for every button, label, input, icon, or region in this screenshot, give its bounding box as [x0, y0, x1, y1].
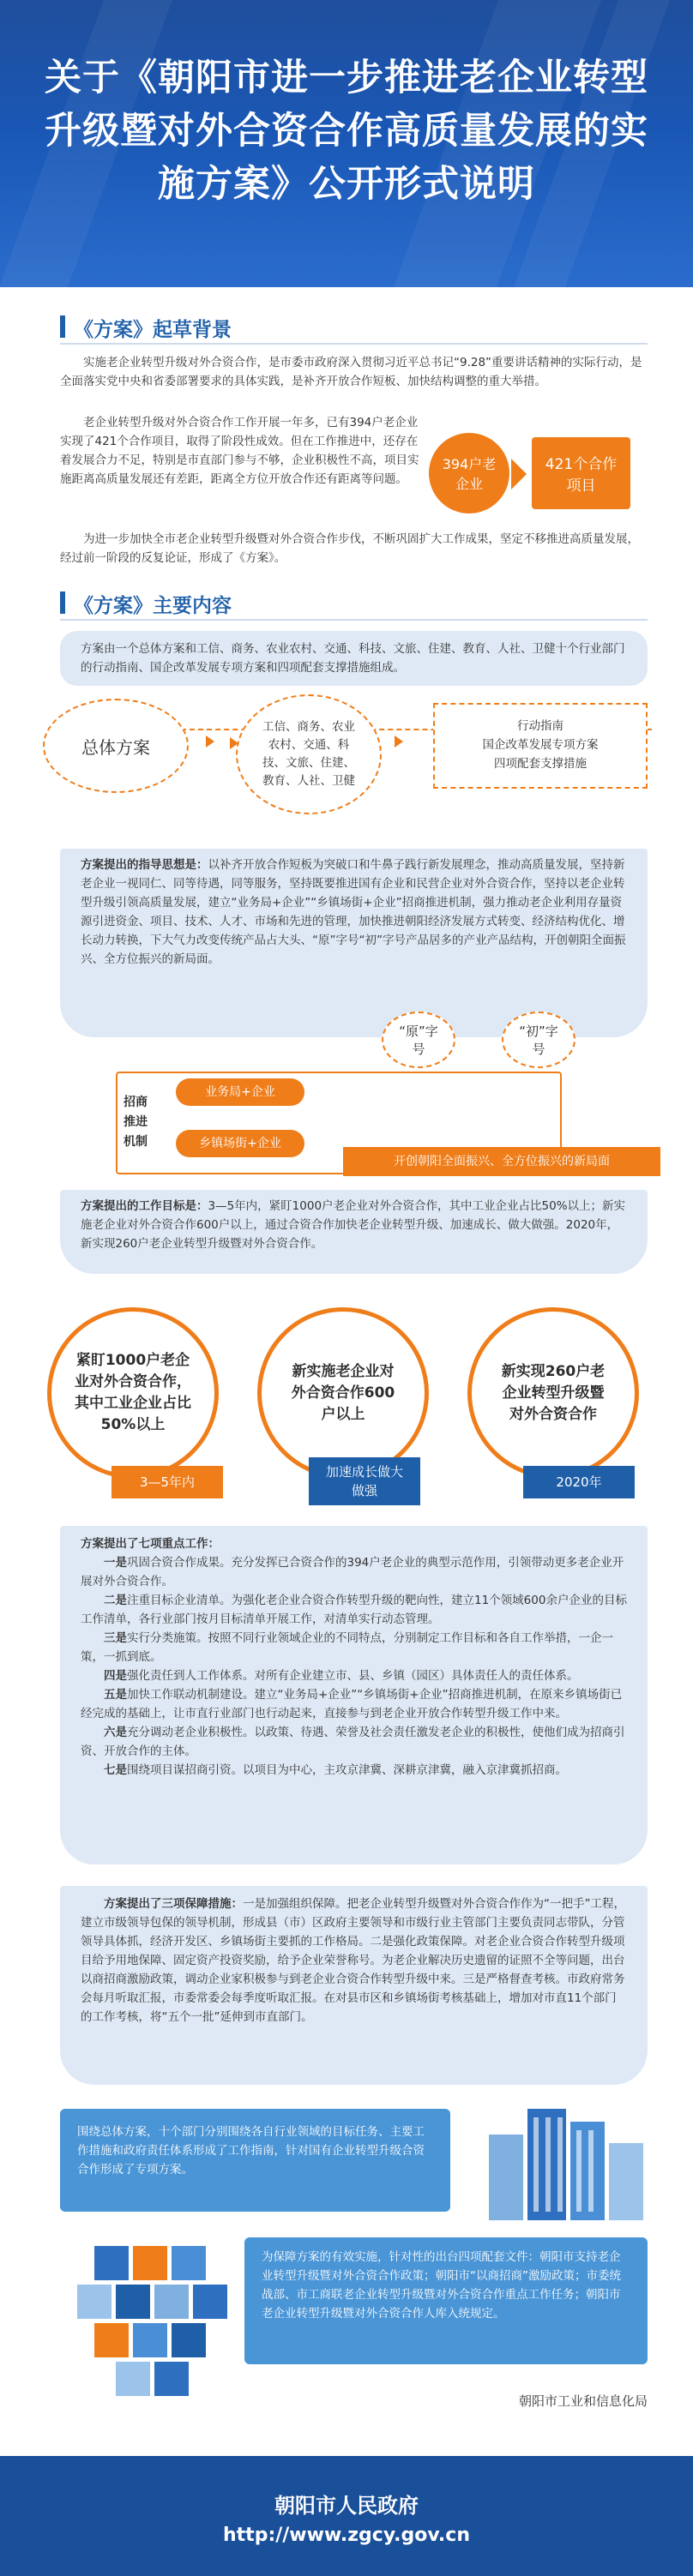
plans-node: [433, 703, 648, 789]
cube-icon: [154, 2362, 189, 2396]
task-key: 二是: [104, 1594, 127, 1607]
cube-icon: [116, 2362, 150, 2396]
task-item: [81, 1761, 627, 1780]
chu-node: [502, 1012, 575, 1068]
task-key: 七是: [104, 1763, 127, 1777]
footer-url[interactable]: http://www.zgcy.gov.cn: [223, 2525, 470, 2546]
measures-label: 方案提出了三项保障措施：: [104, 1897, 243, 1911]
goals-text: 3—5年内，紧盯1000户老企业对外合资合作，其中工业企业占比50%以上；新实施老企业对外合资合作600户以上，通过合资合作加快老企业转型升级、加速成长、做大做强。2020年，新实现260户老企业转型升级暨对外合资合作。: [81, 1199, 626, 1251]
task-text: 注重目标企业清单。为强化老企业合资合作转型升级的靶向性，建立11个领域600余户企业的目标工作清单，各行业部门按月目标清单开展工作，对清单实行动态管理。: [81, 1594, 627, 1626]
task-key: 三是: [104, 1631, 127, 1645]
target-text: 新实施老企业对外合资合作600户以上: [291, 1362, 395, 1423]
target-text: 紧盯1000户老企业对外合资合作，其中工业企业占比50%以上: [75, 1352, 191, 1433]
chu-label: “初”字号: [519, 1024, 558, 1057]
cube-icon: [193, 2285, 227, 2319]
task-key: 一是: [104, 1556, 127, 1570]
measures-box: [60, 1886, 648, 2085]
target-tag: 2020年: [523, 1466, 635, 1498]
goals-label: 方案提出的工作目标是：: [81, 1199, 208, 1213]
bg-paragraph-1: 实施老企业转型升级对外合资合作，是市委市政府深入贯彻习近平总书记“9.28”重要讲话精神的实际行动，是全面落实党中央和省委部署要求的具体实践，是补齐开放合作短板、加快结构调整的重大举措。: [60, 356, 642, 388]
guiding-text: 以补齐开放合作短板为突破口和牛鼻子践行新发展理念，推动高质量发展，坚持新老企业一视同仁、同等待遇，同等服务，坚持既要推进国有企业和民营企业对外合资合作，坚持以老企业转型升级引领高质量发展，建立“业务局+企业”“乡镇场街+企业”招商推进机制，强力推动老企业利用存量资源引进资金、项目、技术、人才、市场和先进的管理，加快推进朝阳经济发展方式转变、经济结构优化、增长动力转换，下大气力改变传统产品占大头、“原”字号“初”字号产品居多的产业产品结构，开创朝阳全面振兴、全方位振兴的新局面。: [81, 858, 626, 966]
app-icons-illustration: [60, 2237, 240, 2400]
cube-icon: [172, 2323, 206, 2357]
departments-node: [236, 694, 382, 814]
section-marker: [60, 591, 65, 614]
target-tag: 3—5年内: [111, 1466, 223, 1498]
cube-icon: [94, 2246, 129, 2280]
footer: [0, 2456, 693, 2576]
task-text: 围绕项目谋招商引资。以项目为中心，主攻京津冀、深耕京津冀，融入京津冀抓招商。: [127, 1763, 567, 1777]
task-text: 巩固合资合作成果。充分发挥已合资合作的394户老企业的典型示范作用，引领带动更多老企业开展对外合资合作。: [81, 1556, 624, 1588]
summary-box-1: 围绕总体方案，十个部门分别围绕各自行业领域的目标任务、主要工作措施和政府责任体系形成了工作指南，针对国有企业转型升级合资合作形成了专项方案。: [60, 2109, 450, 2212]
task-text: 强化责任到人工作体系。对所有企业建立市、县、乡镇（园区）具体责任人的责任体系。: [127, 1669, 579, 1683]
section-divider: [60, 343, 648, 345]
section-marker: [60, 315, 65, 338]
goals-box: [60, 1190, 648, 1274]
target-circle: [257, 1307, 429, 1479]
task-key: 四是: [104, 1669, 127, 1683]
departments-label: 工信、商务、农业农村、交通、科技、文旅、住建、教育、人社、卫健: [262, 720, 355, 788]
cube-icon: [172, 2246, 206, 2280]
arrow-icon: [206, 736, 214, 748]
summary-box-2: 为保障方案的有效实施，针对性的出台四项配套文件：朝阳市支持老企业转型升级暨对外合资合作政策；朝阳市“以商招商”激励政策；市委统战部、市工商联老企业转型升级暨对外合资合作重点工作任务；朝阳市老企业转型升级暨对外合资合作人库入统规定。: [244, 2237, 648, 2364]
task-text: 实行分类施策。按照不同行业领域企业的不同特点，分别制定工作目标和各自工作举措，一企一策，一抓到底。: [81, 1631, 613, 1664]
section2-heading: 《方案》主要内容: [74, 595, 232, 617]
buildings-illustration: [480, 2092, 652, 2220]
signature: 朝阳市工业和信息化局: [518, 2393, 648, 2409]
arrow-icon: [511, 459, 527, 489]
target-text: 新实现260户老企业转型升级暨对外合资合作: [501, 1362, 606, 1423]
task-text: 加快工作联动机制建设。建立“业务局+企业”“乡镇场街+企业”招商推进机制，在原来乡镇场街已经完成的基础上，让市直行业部门也行动起来，直接参与到老企业开放合作转型升级工作中来。: [81, 1688, 623, 1720]
task-item: [81, 1591, 627, 1629]
target-circle: [467, 1307, 639, 1479]
yuan-node: [382, 1012, 455, 1068]
stat-enterprises: 394户老企业: [429, 433, 509, 513]
cube-icon: [133, 2323, 167, 2357]
guiding-label: 方案提出的指导思想是：: [81, 858, 208, 872]
mechanism-item: 业务局+企业: [176, 1078, 304, 1106]
footer-org: 朝阳市人民政府: [274, 2494, 419, 2518]
building-icon: [609, 2143, 643, 2220]
cube-icon: [133, 2246, 167, 2280]
overall-plan-node: [43, 699, 189, 793]
task-item: [81, 1685, 627, 1723]
mechanism-item: 乡镇场街+企业: [176, 1130, 304, 1157]
plan-item: 四项配套支撑措施: [494, 757, 587, 771]
bg-paragraph-2: 老企业转型升级对外合资合作工作开展一年多，已有394户老企业实现了421个合作项目，取得了阶段性成效。但在工作推进中，还存在着发展合力不足，特别是市直部门参与不够，企业积极性不高，项目实施距离高质量发展还有差距，距离全方位开放合作还有距离等问题。: [60, 416, 419, 486]
target-tag: 加速成长做大做强: [309, 1457, 420, 1505]
target-circle: [47, 1307, 219, 1479]
yuan-label: “原”字号: [399, 1024, 438, 1057]
task-key: 六是: [104, 1726, 127, 1739]
page-title: 关于《朝阳市进一步推进老企业转型升级暨对外合资合作高质量发展的实施方案》公开形式说明: [45, 57, 648, 206]
arrow-icon: [395, 736, 403, 748]
task-text: 充分调动老企业积极性。以政策、待遇、荣誉及社会责任激发老企业的积极性，使他们成为招商引资、开放合作的主体。: [81, 1726, 625, 1758]
cube-icon: [94, 2323, 129, 2357]
key-tasks-box: [60, 1526, 648, 1864]
overall-plan-label: 总体方案: [81, 736, 150, 758]
task-key: 五是: [104, 1688, 127, 1702]
task-item: [81, 1666, 627, 1685]
task-item: [81, 1629, 627, 1666]
task-item: [81, 1723, 627, 1761]
cube-icon: [77, 2285, 111, 2319]
revitalize-banner: 开创朝阳全面振兴、全方位振兴的新局面: [343, 1147, 660, 1176]
task-item: [81, 1553, 627, 1591]
section-divider: [60, 619, 648, 621]
plan-item: 行动指南: [517, 719, 563, 733]
section1-heading: 《方案》起草背景: [74, 319, 232, 341]
content-intro-box: 方案由一个总体方案和工信、商务、农业农村、交通、科技、文旅、住建、教育、人社、卫健十个行业部门的行动指南、国企改革发展专项方案和四项配套支撑措施组成。: [60, 631, 648, 686]
header-banner: [0, 0, 693, 287]
plan-item: 国企改革发展专项方案: [482, 738, 599, 752]
guiding-thought-box: [60, 849, 648, 1037]
bg-paragraph-3: 为进一步加快全市老企业转型升级暨对外合资合作步伐，不断巩固扩大工作成果，坚定不移推进高质量发展，经过前一阶段的反复论证，形成了《方案》。: [60, 532, 639, 565]
building-icon: [489, 2135, 523, 2220]
stat-projects: 421个合作项目: [532, 437, 630, 509]
mechanism-label: 招商推进机制: [124, 1096, 148, 1149]
tasks-label: 方案提出了七项重点工作：: [81, 1537, 220, 1551]
cube-icon: [116, 2285, 150, 2319]
building-icon: [570, 2122, 605, 2220]
measures-text: 一是加强组织保障。把老企业转型升级暨对外合资合作作为“一把手”工程，建立市级领导包保的领导机制，形成县（市）区政府主要领导和市级行业主管部门主要负责同志带队，分管领导具体抓，经济开发区、乡镇场街主要抓的工作格局。二是强化政策保障。对老企业合资合作转型升级项目给予用地保障、固定资产投资奖励，给予企业荣誉称号。为老企业解决历史遗留的证照不全等问题，出台以商招商激励政策，调动企业家积极参与到老企业合资合作转型升级中来。三是严格督查考核。市政府常务会每月听取汇报，市委常委会每季度听取汇报。在对县市区和乡镇场街考核基础上，增加对市直11个部门的工作考核，将“五个一批”延伸到市直部门。: [81, 1897, 625, 2024]
cube-icon: [154, 2285, 189, 2319]
